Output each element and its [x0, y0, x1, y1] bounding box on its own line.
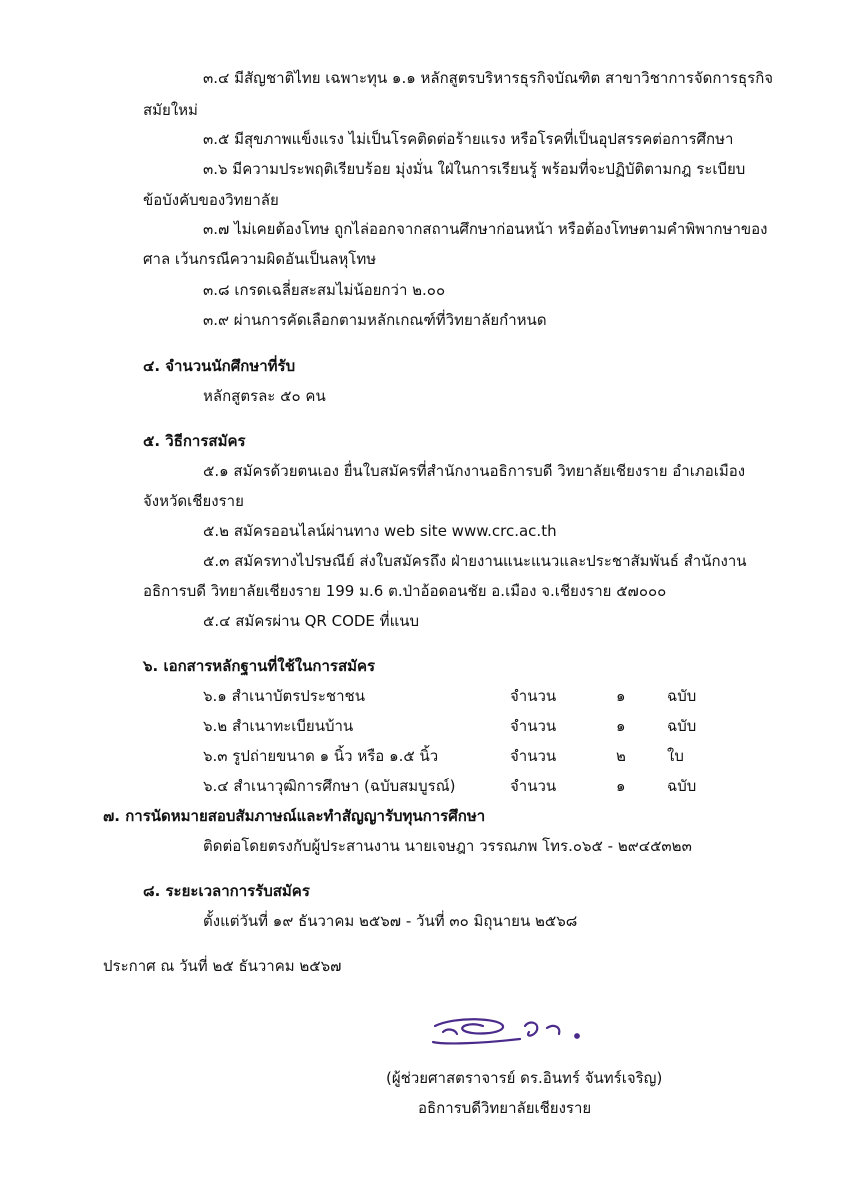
qualification-3-4-line2: สมัยใหม่ — [143, 101, 198, 119]
signatory-name: (ผู้ช่วยศาสตราจารย์ ดร.อินทร์ จันทร์เจริญ) — [386, 1069, 663, 1087]
section-6-heading: ๖. เอกสารหลักฐานที่ใช้ในการสมัคร — [143, 657, 376, 675]
document-quantity-label: จำนวน — [510, 747, 557, 765]
application-5-4: ๕.๔ สมัครผ่าน QR CODE ที่แนบ — [203, 612, 420, 630]
document-quantity-label: จำนวน — [510, 777, 557, 795]
qualification-3-5: ๓.๕ มีสุขภาพแข็งแรง ไม่เป็นโรคติดต่อร้ายแรง หรือโรคที่เป็นอุปสรรคต่อการศึกษา — [203, 130, 734, 148]
qualification-3-6-line1: ๓.๖ มีความประพฤติเรียบร้อย มุ่งมั่น ใฝ่ในการเรียนรู้ พร้อมที่จะปฏิบัติตามกฎ ระเบียบ — [203, 160, 746, 178]
section-4-heading: ๔. จำนวนนักศึกษาที่รับ — [143, 357, 296, 375]
announcement-date: ประกาศ ณ วันที่ ๒๕ ธันวาคม ๒๕๖๗ — [103, 957, 342, 975]
document-quantity: ๑ — [616, 777, 626, 795]
document-unit: ฉบับ — [667, 777, 697, 795]
document-name: ๖.๒ สำเนาทะเบียนบ้าน — [203, 717, 354, 735]
section-8-heading: ๘. ระยะเวลาการรับสมัคร — [143, 882, 310, 900]
application-5-2: ๕.๒ สมัครออนไลน์ผ่านทาง web site www.crc.ac.th — [203, 522, 557, 540]
document-unit: ฉบับ — [667, 687, 697, 705]
section-7-heading: ๗. การนัดหมายสอบสัมภาษณ์และทำสัญญารับทุนการศึกษา — [103, 807, 486, 825]
application-5-1-line1: ๕.๑ สมัครด้วยตนเอง ยื่นใบสมัครที่สำนักงานอธิการบดี วิทยาลัยเชียงราย อำเภอเมือง — [203, 462, 746, 480]
document-quantity: ๒ — [616, 747, 626, 765]
section-5-heading: ๕. วิธีการสมัคร — [143, 432, 246, 450]
qualification-3-7-line2: ศาล เว้นกรณีความผิดอันเป็นลหุโทษ — [143, 250, 377, 268]
qualification-3-9: ๓.๙ ผ่านการคัดเลือกตามหลักเกณฑ์ที่วิทยาลัยกำหนด — [203, 311, 547, 329]
signatory-position: อธิการบดีวิทยาลัยเชียงราย — [418, 1099, 592, 1117]
application-5-3-line2: อธิการบดี วิทยาลัยเชียงราย 199 ม.6 ต.ป่าอ้อดอนชัย อ.เมือง จ.เชียงราย ๕๗๐๐๐ — [143, 582, 667, 600]
qualification-3-7-line1: ๓.๗ ไม่เคยต้องโทษ ถูกไล่ออกจากสถานศึกษาก่อนหน้า หรือต้องโทษตามคำพิพากษาของ — [203, 220, 768, 238]
section-7-body: ติดต่อโดยตรงกับผู้ประสานงาน นายเจษฎา วรรณภพ โทร.๐๖๕ - ๒๙๔๕๓๒๓ — [203, 837, 692, 855]
document-quantity-label: จำนวน — [510, 687, 557, 705]
qualification-3-8: ๓.๘ เกรดเฉลี่ยสะสมไม่น้อยกว่า ๒.๐๐ — [203, 281, 446, 299]
document-unit: ฉบับ — [667, 717, 697, 735]
document-quantity: ๑ — [616, 687, 626, 705]
section-4-body: หลักสูตรละ ๕๐ คน — [203, 387, 326, 405]
document-quantity: ๑ — [616, 717, 626, 735]
application-5-1-line2: จังหวัดเชียงราย — [143, 492, 244, 510]
qualification-3-4-line1: ๓.๔ มีสัญชาติไทย เฉพาะทุน ๑.๑ หลักสูตรบริหารธุรกิจบัณฑิต สาขาวิชาการจัดการธุรกิจ — [203, 69, 774, 87]
document-name: ๖.๓ รูปถ่ายขนาด ๑ นิ้ว หรือ ๑.๕ นิ้ว — [203, 747, 439, 765]
qualification-3-6-line2: ข้อบังคับของวิทยาลัย — [143, 191, 279, 209]
section-8-body: ตั้งแต่วันที่ ๑๙ ธันวาคม ๒๕๖๗ - วันที่ ๓๐ มิถุนายน ๒๕๖๘ — [203, 912, 578, 930]
application-5-3-line1: ๕.๓ สมัครทางไปรษณีย์ ส่งใบสมัครถึง ฝ่ายงานแนะแนวและประชาสัมพันธ์ สำนักงาน — [203, 552, 747, 570]
document-name: ๖.๑ สำเนาบัตรประชาชน — [203, 687, 365, 705]
document-unit: ใบ — [667, 747, 684, 765]
document-name: ๖.๔ สำเนาวุฒิการศึกษา (ฉบับสมบูรณ์) — [203, 777, 456, 795]
signature-image — [425, 1012, 605, 1052]
document-quantity-label: จำนวน — [510, 717, 557, 735]
